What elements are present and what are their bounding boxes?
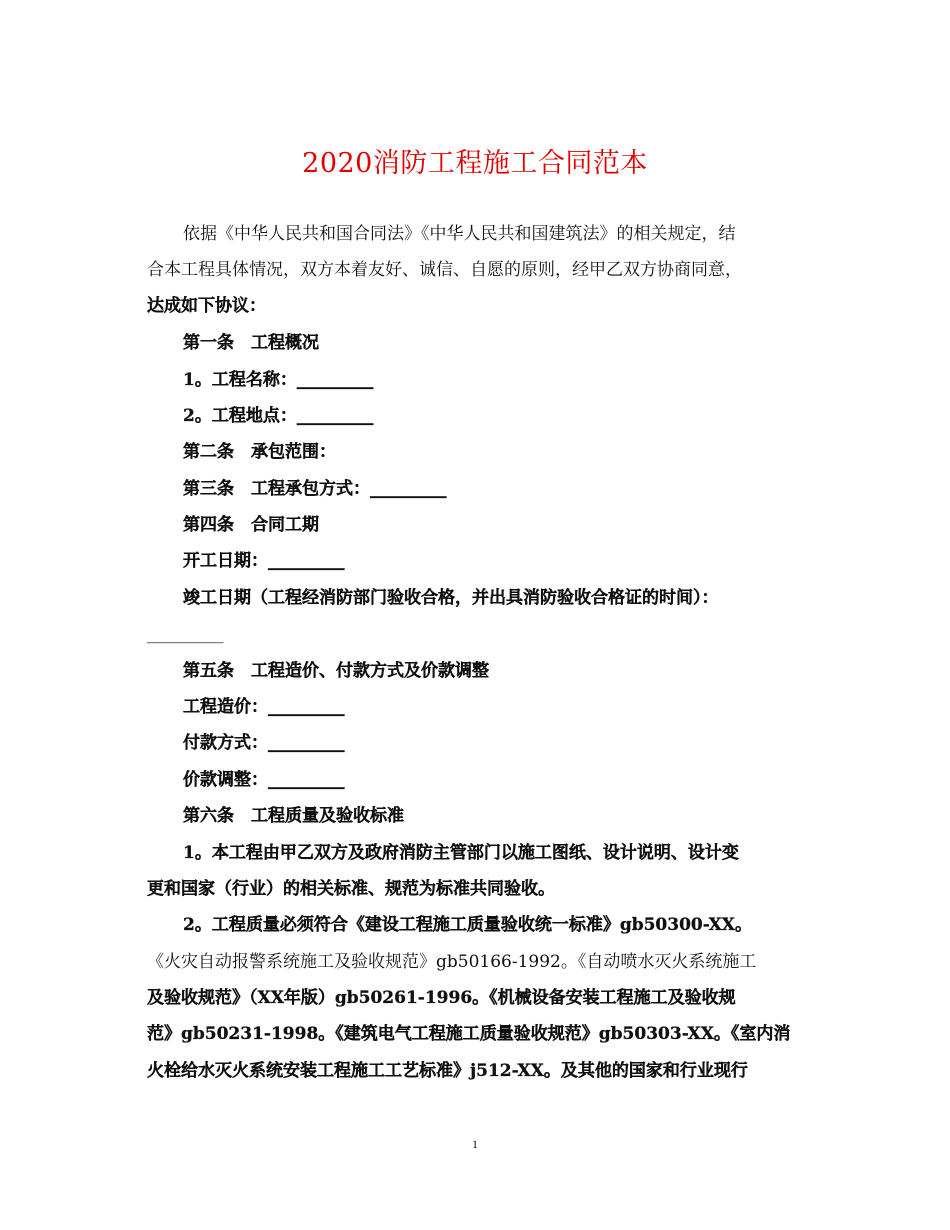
form-field-line: 1。工程名称：_________ bbox=[183, 370, 374, 390]
paragraph-line: 合本工程具体情况，双方本着友好、诚信、自愿的原则，经甲乙双方协商同意， bbox=[147, 260, 742, 280]
paragraph-line: 范》gb50231-1998。《建筑电气工程施工质量验收规范》gb50303-XX。《室内消 bbox=[147, 1024, 791, 1044]
form-field-line: 价款调整：_________ bbox=[183, 770, 345, 790]
form-field-line: 付款方式：_________ bbox=[183, 733, 345, 753]
form-field-line: 工程造价：_________ bbox=[183, 697, 345, 717]
article-heading: 第六条 工程质量及验收标准 bbox=[183, 806, 404, 826]
article-heading: 第三条 工程承包方式：_________ bbox=[183, 479, 447, 499]
page-number: 1 bbox=[472, 1137, 478, 1151]
article-heading: 第四条 合同工期 bbox=[183, 515, 319, 535]
article-heading: 第五条 工程造价、付款方式及价款调整 bbox=[183, 661, 489, 681]
paragraph-line: 《火灾自动报警系统施工及验收规范》gb50166-1992。《自动喷水灭火系统施工 bbox=[147, 952, 757, 972]
paragraph-line: 及验收规范》（XX年版）gb50261-1996。《机械设备安装工程施工及验收规 bbox=[147, 988, 736, 1008]
article-heading: 第一条 工程概况 bbox=[183, 333, 319, 353]
paragraph-line: 更和国家（行业）的相关标准、规范为标准共同验收。 bbox=[147, 879, 555, 899]
paragraph-line: 达成如下协议： bbox=[147, 296, 266, 316]
paragraph-line: 依据《中华人民共和国合同法》《中华人民共和国建筑法》的相关规定，结 bbox=[183, 224, 736, 244]
form-field-line: 2。工程地点：_________ bbox=[183, 406, 374, 426]
blank-line: _________ bbox=[147, 624, 224, 644]
document-title: 2020消防工程施工合同范本 bbox=[302, 148, 648, 179]
form-field-line: 竣工日期（工程经消防部门验收合格，并出具消防验收合格证的时间）： bbox=[183, 588, 719, 608]
paragraph-line: 火栓给水灭火系统安装工程施工工艺标准》j512-XX。及其他的国家和行业现行 bbox=[147, 1061, 748, 1081]
paragraph-line: 2。工程质量必须符合《建设工程施工质量验收统一标准》gb50300-XX。 bbox=[183, 915, 752, 935]
article-heading: 第二条 承包范围： bbox=[183, 442, 336, 462]
form-field-line: 开工日期：_________ bbox=[183, 551, 345, 571]
paragraph-line: 1。本工程由甲乙双方及政府消防主管部门以施工图纸、设计说明、设计变 bbox=[183, 843, 739, 863]
